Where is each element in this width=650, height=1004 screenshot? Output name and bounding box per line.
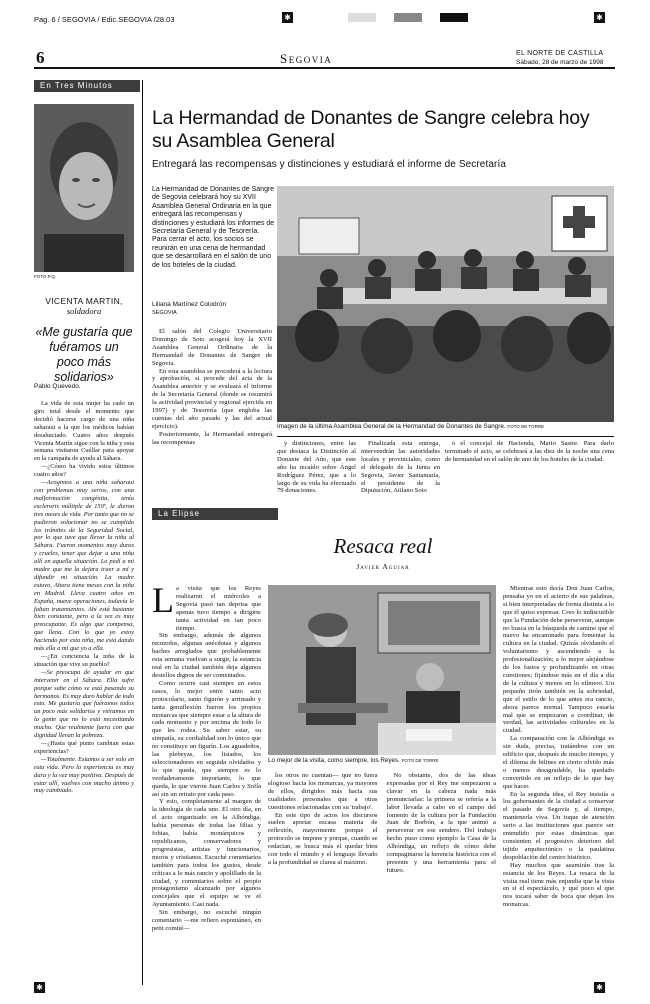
masthead-rule [34,67,615,69]
portrait-image [34,104,134,272]
feature-paragraph: En este tipo de actos los discursos suelen aportar escasa materia de reflexión, mayormente porque el protocolo se impone y porque, cuando se redactan, se busca más el quedar bien con todo el mundo y el lenguaje llevado a la profundidad se clarea al máximo. [268,811,378,866]
feature-paragraph: a visita que los Reyes realizaron el miércoles a Segovia pasó tan deprisa que apenas tuvo tiempo a dirigirte tanta actividad en tan poco tiempo. [176,585,261,632]
color-swatch [440,13,468,22]
lead-paragraph: El salón del Colegio Universitario Domingo de Soto acogerá hoy la XVII Asamblea General Ordinaria de la Hermandad de Donantes de Sangre de Segovia. [152,328,272,367]
feature-paragraph: los otros no cuentan— que no fuera elogioso hacia los monarcas, ya mayores de ellos, dirigidos más hacia sus cualidades personales que a otras cuestiones relacionadas con su 'trabajo'. [268,772,378,811]
feature-headline: Resaca real [333,534,433,558]
lead-paragraph: o el concejal de Hacienda, Mario Sastre. Para darlo terminado el acto, se celebrará a las diez de la noche una cena de hermandad en el salón de uno de los hoteles de la ciudad. [445,440,614,463]
caption-rule [277,436,614,437]
interview-question: —¿Cómo ha vivido estos últimos cuatro años? [34,463,134,479]
feature-paragraph: Hay muchos que asumirán tras la estancia de los Reyes. La resaca de la visita real tiene más enjundia que la vista en sí el espectáculo, y qué poco al que nos tocará saber de boca que dejan los monarcas. [503,861,614,909]
lead-body-column-4 [445,440,614,495]
feature-paragraph: Como ocurre casi siempre en estos casos, lo mejor entre tanto acto protocolario, tanto figurón y arrimado y tanta genuflexión fueron los propios monarcas que siempre estar a la altura de cada momento y por encima de todo lo que les rodea. Su saber estar, su simpatía, su cordialidad son lo único que no constituye un figurín. Los aguadeños, las plebeyas, los lisiados, los seleccionadores en seguida olvidados y lo que queda, que siempre es lo verdaderamente importante, lo que queda, lo que vieron Juan Carlos y Sofía así sin un retrato por cada paso. [152,679,261,798]
assembly-image [277,186,614,422]
lead-body-column-2 [277,440,356,495]
lead-byline: Liliana Martínez Colodrón [152,301,227,308]
feature-paragraph: Sin embargo, además de algunos recuerdos, algunas anécdotas y algunos baches arreglados que probablemente esta semana vuelvan a surgir, la estancia real en la ciudad también deja algunos destellos dignos de ser comentados. [152,632,261,679]
lead-deck: Entregará las recompensas y distinciones y estudiará el informe de Secretaría [152,159,506,170]
feature-column-3 [503,585,614,985]
lead-headline: La Hermandad de Donantes de Sangre celebra hoy su Asamblea General [152,107,590,152]
feature-paragraph: En la segunda idea, el Rey insistía a los gobernantes de la ciudad a conservar el pasado de Segovia y, al tiempo, mantenerla viva. Un toque de atención serio a las instituciones que parece ser entendido por estas dinámicas que consienten el progresivo deterioro del tejido arquitectónico o la paulatina despoblación del centro histórico. [503,790,614,861]
feature-column-1 [152,580,261,985]
lead-place: SEGOVIA [152,310,177,316]
print-slug: Pag. 6 / SEGOVIA / Edic.SEGOVIA /28.03 [34,15,175,24]
registration-mark-icon: ✱ [594,12,605,23]
paper-name: EL NORTE DE CASTILLA [516,50,604,57]
column-divider [142,80,143,985]
registration-mark-icon: ✱ [594,982,605,993]
feature-paragraph: Y esto, completamente al margen de la ideología de cada uno. El otro día, en el acto organizado en la Alhóndiga, había personas de todas las filias y fobias, había monárquicos y republicanos, conservadores y progresistas, artistas y funcionarios, moros y cristianos. Escuché comentarios también para todos los gustos, desde críticas a lo más rancio y apolillado de la ciudad, y comentarios sobre el propio protagonismo alcanzado por algunos concejales que el equipo se ve el Ayuntamiento. Casi nada. [152,798,261,909]
lead-paragraph: y distinciones, entre las que destaca la Distinción al Donante del Año, que este año ha recaído sobre Ángel Rodríguez Pérez, que a lo largo de su vida ha efectuado 79 donaciones. [277,440,356,495]
lead-paragraph: Finalizada esta entrega, intervendrán las autoridades locales y provinciales, como el delegado de la Junta en Segovia, Javier Santamaría, el presidente de la Diputación, Atilano Soto [361,440,440,495]
interview-answer: —Acogimos a una niña saharaui con problemas muy serios, con una malformación congénita, tenía escleroris múltiple de 150º, le dieron tres meses de vida. Por tanto que no se pudieron solucionar no se cumplido los trámites de la Seguridad Social, por lo que tuve que llevar la niña al Sáhara. Fueron momentos muy duros y crueles, tener que dejar a una niña allí en aquella situación. Lo pedí a mi madre que me la dejara traer a mí y difundir mi situación. La madre estuvo, Ahora tiene meses con la niña en Madrid. Lleva cuatro años en España, nueve operaciones, todavía le faltan tratamientos. Ahí está bastante bien constante, pero a la vez es muy preocupante. Es algo que compensa, que llena. Con lo que yo estoy haciendo por esta niña, me está dando más ella a mí que yo a ella. [34,479,134,653]
lead-paragraph: En esta asamblea se procederá a la lectura y aprobación, si procede del acta de la Asamblea anterior y se evaluará el informe de la Secretaría General (donde se resumirá la actividad provincial y regional ejercida en 1997) y de Tesorería (que engloba las cuentas del año pasado y las del actual ejercicio). [152,367,272,430]
feature-caption-credit: FOTO DE TORRE [401,758,439,763]
feature-byline: Javier Aguiar [356,562,410,571]
portrait-photo [34,104,134,272]
feature-paragraph: Sin embargo, no escuché ningún comentario —me refiero espontáneo, en petit comité— [152,909,261,932]
feature-caption-text: Lo mejor de la visita, como siempre, los Reyes. [268,757,400,764]
feature-kicker: La Elipse [152,508,278,520]
lead-paragraph: Posteriormente, la Hermandad entregará las recompensas [152,430,272,446]
royals-photo [268,585,496,755]
interview-question: —¿En conciencia la niña de la situación que vive su pueblo? [34,653,134,668]
section-title: Segovia [280,51,333,66]
interview-paragraph: La vida de esta mujer ha cado un giro total desde el momento que decidió hacerse cargo de una niña saharaui a la que los médicos habían desahuciado. Cuatro años después Vicenta Martín sigue con la niña y esta semana visitaron Cuéllar para apoyar en la campaña de ayuda al Sáhara. [34,400,134,463]
lead-body-column-1 [152,328,272,493]
feature-paragraph: No obstante, dos de las ideas expresadas por el Rey me empezaron a clavar en la cabeza nada más pronunciarlas: la primera se refería a la labor llevada a cabo en el campo del fomento de la cultura por la Fundación Juan de Borbón, a la que animó a perseverar en ese sendero. Del trabajo hecho puso como ejemplo la Casa de la Alhóndiga, un reflejo de cómo debe compaginarse la herencia histórica con el presente y una herramienta para el futuro. [386,772,496,874]
drop-cap: L [152,580,174,620]
issue-date: Sábado, 28 de marzo de 1998 [516,59,604,66]
sidebar-quote: «Me gustaría que fuéramos un poco más solidarios» [35,325,133,384]
royals-image [268,585,496,755]
assembly-photo [277,186,614,422]
person-role: soldadora [66,306,102,316]
lead-body-column-3 [361,440,440,495]
interview-question: —¿Hasta qué punto cambian estas experiencias? [34,739,134,755]
portrait-credit: FOTO P.Q. [34,274,57,279]
feature-paragraph: La comparación con la Alhóndiga es sin duda, precisa, tratándose con un edificio que, después de mucho tiempo, y el dilema de bilines en cierto olvido más o menos desagradable, ha quedado convertido en un reflejo de lo que hay que hacer. [503,735,614,790]
color-swatch [348,13,376,22]
sidebar-kicker: En Tres Minutos [34,80,140,92]
registration-mark-icon: ✱ [34,982,45,993]
interview-answer: —Totalmente. Estamos a ser solo en esta vida. Pero la experiencia es muy dura y la vez muy positiva. Después de estar allí, vuelves con mucho ánimo y muy cambiado. [34,755,134,795]
lead-intro: La Hermandad de Donantes de Sangre de Segovia celebrará hoy su XVII Asamblea General Ordinaria en la que entregará las recompensas y distinciones y estudiará los informes de Secretaría General y de Tesorería. Para cerrar el acto, los socios se reunirán en una cena de hermandad que se desarrollará en el salón de uno de los hoteles de la ciudad. [152,186,275,269]
feature-paragraph: Mientras esto decía Don Juan Carlos, pensaba yo en el acierto de sus palabras, si bien interpretadas de forma distinta a lo que él quiso expresar. Creo lo indiscutible que la Fundación debe perseverar, aunque no busca en la búsqueda de camino que el nuevo ha encaminado para fomentar la cultura en la ciudad. Quizás olvidando el voluntarismo y ascendiendo a la profesionalización; a lo mejor alejándose de los fastos y profundizando en otras cuestiones; fijándose más en el día a día de la cultura y menos en lo efímero. Un pequeño tirón también en la sobriedad, que el estilo de lo que antes era rancio, ahora parece normal. Tampoco estaría mal que se empezaran a coordinar, de verdad, las actividades culturales en la ciudad. [503,585,614,735]
lead-caption [277,423,614,430]
sidebar-interview [34,400,134,988]
feature-column-2 [268,772,496,985]
page-number: 6 [36,48,45,67]
lead-caption-text: Imagen de la última Asamblea General de la Hermandad de Donantes de Sangre. [277,423,506,430]
registration-mark-icon: ✱ [282,12,293,23]
person-name: VICENTA MARTIN, [45,296,123,306]
interview-answer: —Se preocupa de ayudar en que intervenir en el Sáhara. Ella sufre porque sabe cómo se está pasando su hermanos. Es muy duro hablar de todo esto. Me gustaría que fuéramos todos un poco más solidarios y viéramos en la gente que no lo está necesitando mucho. Que realmente fuera con que dignidad llevan la pobreza. [34,668,134,740]
feature-caption [268,757,496,764]
sidebar-byline: Pablo Quevedo. [34,383,81,390]
lead-caption-credit: FOTO DE TORRE [507,424,545,429]
color-swatch [394,13,422,22]
